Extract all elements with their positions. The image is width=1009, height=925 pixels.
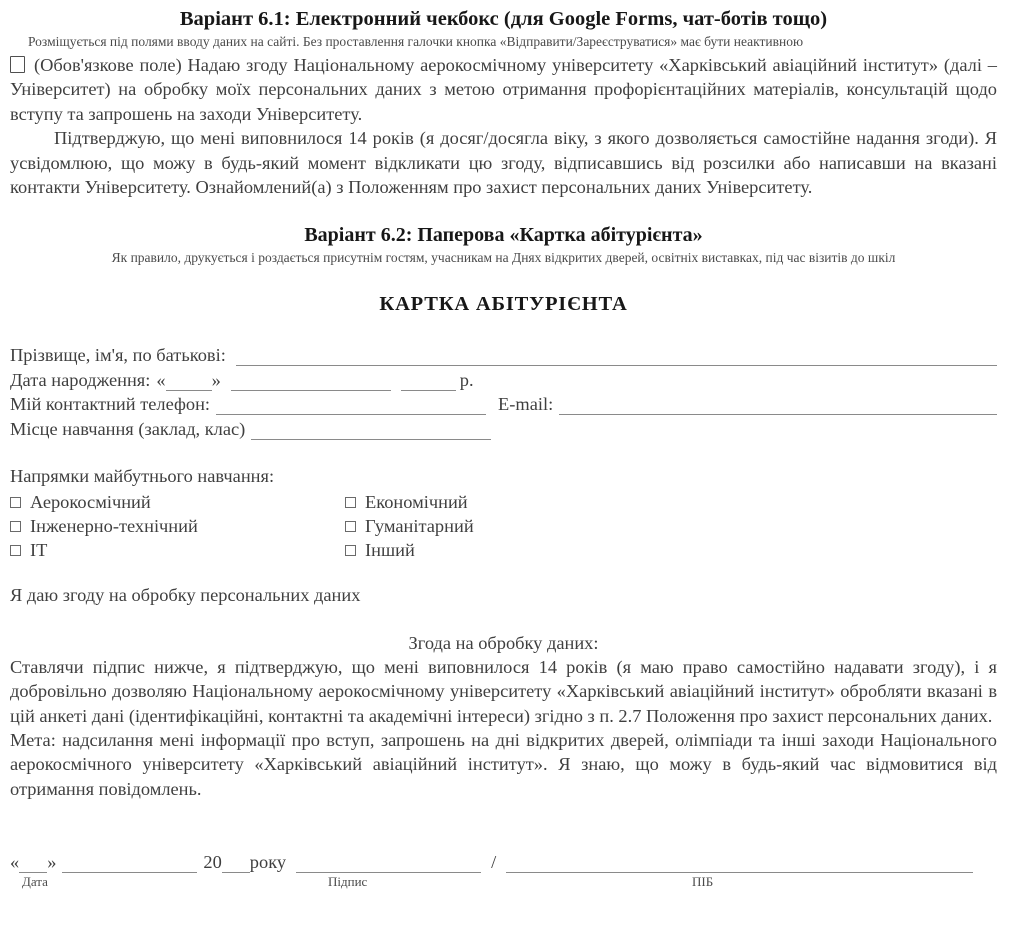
- birthdate-suffix: р.: [459, 369, 474, 390]
- sig-year-line[interactable]: [222, 855, 250, 873]
- directions-col2: [345, 491, 997, 563]
- directions-col1: [10, 491, 345, 563]
- direction-label: ІТ: [30, 540, 48, 561]
- variant1-paragraph2: Підтверджую, що мені виповнилося 14 років (я досяг/досягла віку, з якого дозволяється самостійне надання згоди). Я усвідомлюю, що можу в будь-який момент відкликати цю згоду, відписавшись від розсилки або написавши на вказані контакти Університету. Ознайомлений(а) з Положенням про захист персональних даних Університету.: [10, 128, 997, 198]
- signature-caption: Підпис: [328, 874, 368, 890]
- card-fields: [10, 342, 997, 440]
- variant1-checkbox-paragraph: [10, 53, 997, 126]
- variant2-title: Варіант 6.2: Паперова «Картка абітурієнта»: [304, 223, 703, 246]
- checkbox-it[interactable]: [10, 545, 21, 556]
- signature-row: [10, 847, 997, 873]
- date-caption: Дата: [22, 874, 48, 890]
- sig-year-prefix: 20: [203, 852, 222, 873]
- phone-input-line[interactable]: [216, 397, 486, 415]
- direction-label: Економічний: [365, 492, 468, 513]
- card-title: КАРТКА АБІТУРІЄНТА: [379, 292, 628, 315]
- quote-open: «: [156, 369, 166, 390]
- direction-option: [10, 491, 345, 515]
- variant2-note: Як правило, друкується і роздається присутнім гостям, учасникам на Днях відкритих дверей, освітніх виставках, під час візитів до шкіл: [111, 249, 896, 265]
- school-input-line[interactable]: [251, 422, 491, 440]
- field-row-birthdate: [10, 366, 997, 391]
- name-label: Прізвище, ім'я, по батькові:: [10, 345, 226, 366]
- variant1-checkbox-paragraph-text: (Обов'язкове поле) Надаю згоду Національному аерокосмічному університету «Харківський авіаційний інститут» (далі – Університет) на обробку моїх персональних даних з метою отримання профорієнтаційних матеріалів, консультацій щодо вступу та запрошень на заходи Університету.: [10, 54, 997, 124]
- consent-statement: Я даю згоду на обробку персональних даних: [10, 584, 361, 605]
- sig-month-line[interactable]: [62, 855, 197, 873]
- purpose-paragraph: Мета: надсилання мені інформації про вступ, запрошень на дні відкритих дверей, олімпіади та інші заходи Національного аерокосмічного університету «Харківський авіаційний інститут». Я знаю, що можу в будь-який час відмовитися від отримання повідомлень.: [10, 729, 997, 799]
- consent-title: Згода на обробку даних:: [408, 632, 599, 653]
- checkbox-engineering-technical[interactable]: [10, 521, 21, 532]
- fullname-caption: ПІБ: [692, 874, 714, 890]
- birthdate-label: Дата народження:: [10, 369, 151, 390]
- quote-close: »: [211, 369, 221, 390]
- checkbox-humanities[interactable]: [345, 521, 356, 532]
- field-row-school: [10, 415, 997, 440]
- sig-slash: /: [491, 852, 497, 873]
- sig-fullname-line[interactable]: [506, 855, 973, 873]
- school-label: Місце навчання (заклад, клас): [10, 418, 246, 439]
- variant1-title: Варіант 6.1: Електронний чекбокс (для Google Forms, чат-ботів тощо): [179, 8, 828, 30]
- direction-option: [10, 515, 345, 539]
- direction-label: Інший: [365, 540, 415, 561]
- variant1-note: Розміщується під полями вводу даних на сайті. Без проставлення галочки кнопка «Відправити/Зареєструватися» має бути неактивною: [28, 34, 804, 49]
- direction-option: [345, 515, 997, 539]
- signature-block: [10, 847, 997, 899]
- direction-option: [10, 539, 345, 563]
- direction-label: Гуманітарний: [365, 516, 474, 537]
- email-label: E-mail:: [498, 394, 554, 415]
- direction-option: [345, 539, 997, 563]
- required-consent-checkbox[interactable]: [10, 56, 25, 73]
- birth-day-line[interactable]: [166, 373, 212, 391]
- direction-label: Інженерно-технічний: [30, 516, 198, 537]
- checkbox-other[interactable]: [345, 545, 356, 556]
- checkbox-aerospace[interactable]: [10, 497, 21, 508]
- checkbox-economic[interactable]: [345, 497, 356, 508]
- consent-paragraph: Ставлячи підпис нижче, я підтверджую, що мені виповнилося 14 років (я маю право самостійно надавати згоду), і я добровільно дозволяю Національному аерокосмічному університету «Харківський авіаційний інститут» обробляти вказані в цій анкеті дані (ідентифікаційні, контактні та академічні інтереси) згідно з п. 2.7 Положення про захист персональних даних.: [10, 656, 997, 726]
- email-input-line[interactable]: [559, 397, 997, 415]
- phone-label: Мій контактний телефон:: [10, 394, 211, 415]
- sig-year-suffix: року: [249, 852, 287, 873]
- directions-grid: [10, 491, 997, 563]
- signature-labels: [10, 873, 997, 893]
- field-row-phone-email: [10, 391, 997, 416]
- directions-section: [10, 466, 997, 563]
- birth-month-line[interactable]: [231, 373, 391, 391]
- sig-day-line[interactable]: [19, 855, 47, 873]
- direction-option: [345, 491, 997, 515]
- direction-label: Аерокосмічний: [30, 492, 151, 513]
- sig-quote-open: «: [10, 852, 20, 873]
- birth-year-line[interactable]: [401, 373, 456, 391]
- field-row-name: [10, 342, 997, 367]
- directions-label: Напрямки майбутнього навчання:: [10, 465, 275, 486]
- sig-quote-close: »: [47, 852, 57, 873]
- name-input-line[interactable]: [236, 348, 997, 366]
- sig-signature-line[interactable]: [296, 855, 481, 873]
